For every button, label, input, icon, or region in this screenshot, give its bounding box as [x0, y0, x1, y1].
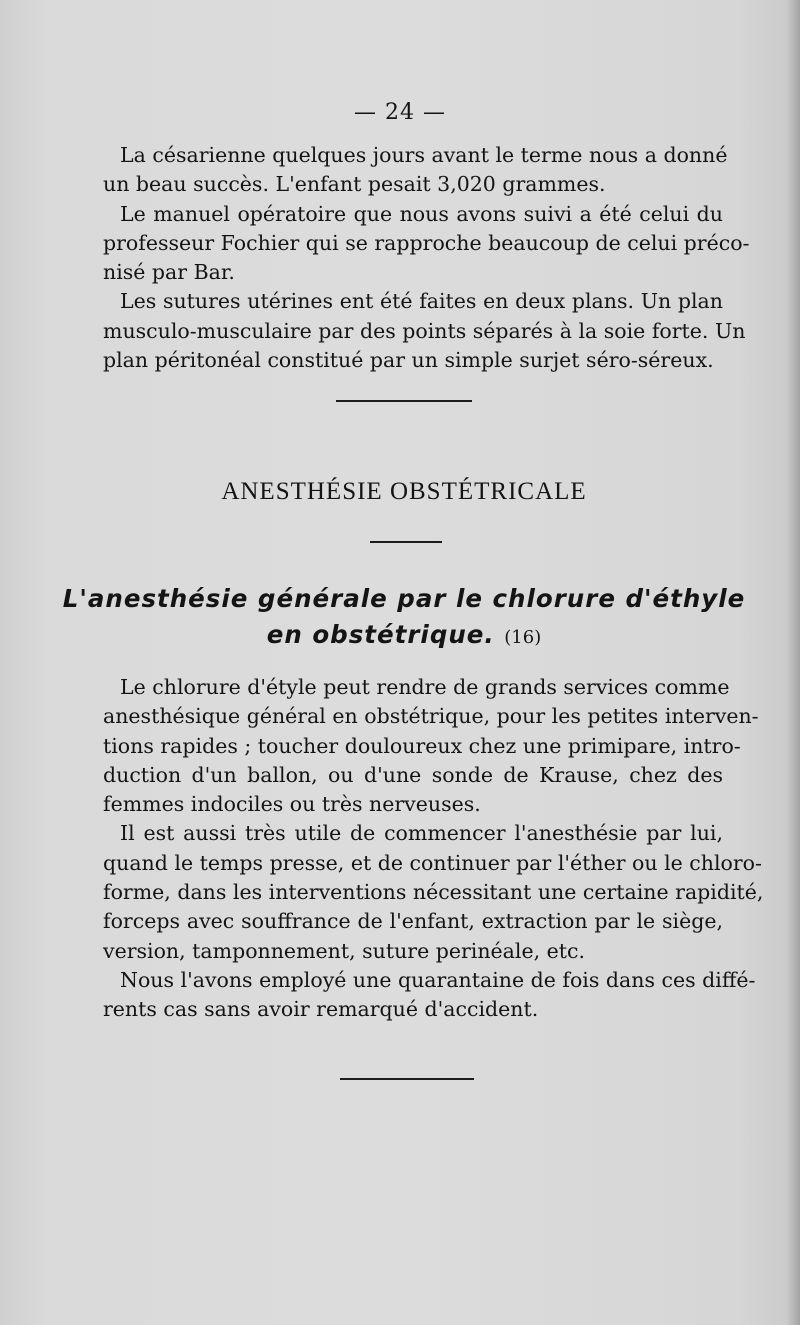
reference-number: (16) [504, 627, 542, 648]
text-line: Nous l'avons employé une quarantaine de fois dans ces diffé- [120, 967, 756, 992]
article-title-line-1: L'anesthésie générale par le chlorure d'éthyle [62, 584, 746, 613]
page-edge-shadow [786, 0, 800, 1325]
text-line: femmes indociles ou très nerveuses. [103, 792, 481, 817]
separator-rule [336, 400, 472, 402]
text-line: Il est aussi très utile de commencer l'anesthésie par lui, [120, 821, 723, 846]
text-line: La césarienne quelques jours avant le terme nous a donné [120, 143, 728, 167]
intro-text [103, 141, 750, 375]
page-number: — 24 — [354, 100, 446, 125]
text-line: nisé par Bar. [103, 260, 235, 285]
article-title-line-2 [0, 620, 800, 649]
text-line: quand le temps presse, et de continuer par l'éther ou le chloro- [103, 850, 762, 875]
text-line: duction d'un ballon, ou d'une sonde de Krause, chez des [103, 762, 723, 787]
separator-rule [340, 1078, 474, 1080]
text-line: un beau succès. L'enfant pesait 3,020 grammes. [103, 172, 606, 197]
text-line: anesthésique général en obstétrique, pour les petites interven- [103, 704, 759, 729]
text-line: forceps avec souffrance de l'enfant, extraction par le siège, [103, 909, 723, 934]
text-line: Le chlorure d'étyle peut rendre de grands services comme [120, 675, 730, 699]
text-line: rents cas sans avoir remarqué d'accident. [103, 997, 539, 1022]
text-line: version, tamponnement, suture perinéale, etc. [103, 938, 585, 963]
text-line: professeur Fochier qui se rapproche beaucoup de celui préco- [103, 230, 750, 255]
article-title-text: en obstétrique. [266, 620, 495, 649]
text-line: musculo-musculaire par des points séparés à la soie forte. Un [103, 318, 746, 343]
text-line: tions rapides ; toucher douloureux chez une primipare, intro- [103, 733, 741, 758]
article-body [103, 673, 764, 1025]
separator-rule [370, 541, 442, 543]
text-line: Les sutures utérines ent été faites en deux plans. Un plan [120, 289, 723, 314]
section-title: ANESTHÉSIE OBSTÉTRICALE [221, 478, 587, 505]
text-line: forme, dans les interventions nécessitant une certaine rapidité, [103, 880, 764, 905]
text-line: Le manuel opératoire que nous avons suivi a été celui du [120, 201, 723, 226]
text-line: plan péritonéal constitué par un simple surjet séro-séreux. [103, 348, 714, 373]
